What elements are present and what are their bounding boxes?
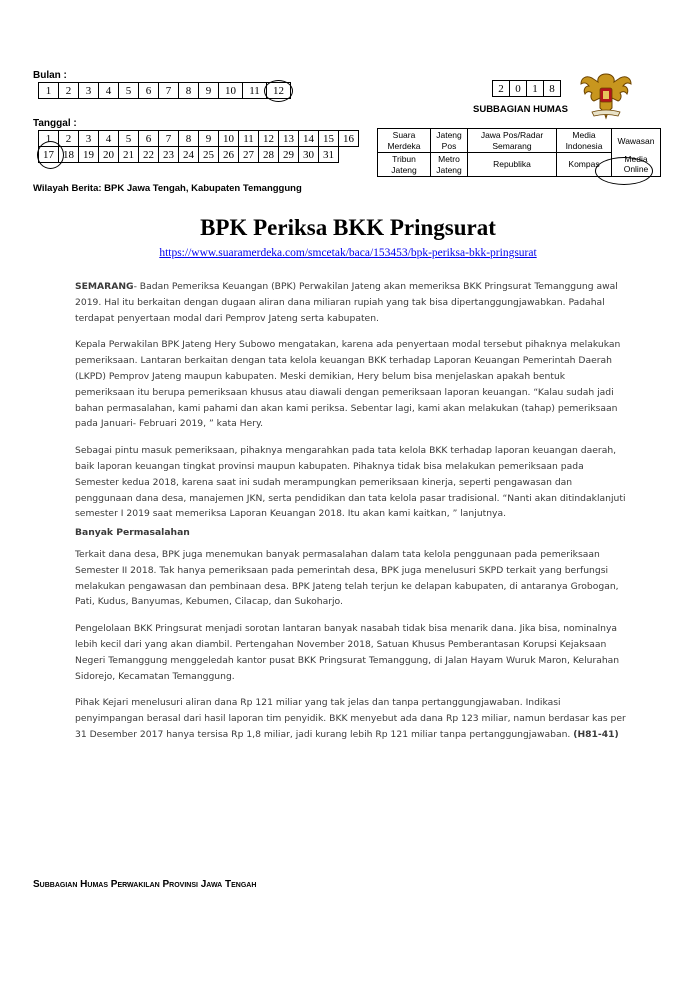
year-cell: 1 <box>527 81 544 97</box>
tanggal-cell: 28 <box>259 147 279 163</box>
tanggal-cell: 3 <box>79 131 99 147</box>
tanggal-cell: 17 <box>39 147 59 163</box>
bulan-cell: 1 <box>39 83 59 99</box>
article-title: BPK Periksa BKK Pringsurat <box>200 215 496 240</box>
tanggal-cell: 19 <box>79 147 99 163</box>
tanggal-cell: 23 <box>159 147 179 163</box>
tanggal-cell: 15 <box>319 131 339 147</box>
media-cell: Suara Merdeka <box>378 129 431 153</box>
bulan-label: Bulan : <box>33 70 67 81</box>
tanggal-cell: 12 <box>259 131 279 147</box>
media-cell: Republika <box>468 153 557 177</box>
article-code: (H81-41) <box>573 728 619 740</box>
tanggal-cell: 14 <box>299 131 319 147</box>
media-cell: Media Indonesia <box>557 129 612 153</box>
tanggal-label: Tanggal : <box>33 118 77 129</box>
tanggal-cell: 18 <box>59 147 79 163</box>
tanggal-cell: 24 <box>179 147 199 163</box>
garuda-emblem-icon <box>578 68 634 120</box>
tanggal-cell: 31 <box>319 147 339 163</box>
tanggal-row-2 <box>39 147 359 163</box>
paragraph-6-text: Pihak Kejari menelusuri aliran dana Rp 121 miliar yang tak jelas dan tanpa pertanggungjawaban. Indikasi penyimpangan berasal dari hasil laporan tim penyidik. BKK menyebut ada dana Rp 123 miliar, namun berdasar kas per 31 Desember 2017 hanya tersisa Rp 1,8 miliar, jadi kurang lebih Rp 121 miliar tanpa pertanggungjawaban. <box>75 697 626 740</box>
tanggal-cell: 9 <box>199 131 219 147</box>
bulan-cell: 3 <box>79 83 99 99</box>
year-cell: 2 <box>493 81 510 97</box>
media-cell: Jawa Pos/Radar Semarang <box>468 129 557 153</box>
year-row <box>493 81 561 97</box>
article-body <box>75 279 627 754</box>
tanggal-cell: 1 <box>39 131 59 147</box>
media-cell-wawasan: Wawasan <box>617 135 655 146</box>
bulan-grid <box>38 82 291 99</box>
paragraph-3: Sebagai pintu masuk pemeriksaan, pihaknya mengarahkan pada tata kelola BKK terhadap laporan keuangan daerah, baik laporan keuangan tingkat provinsi maupun kabupaten. Pihaknya tidak bisa melakukan pemeriksaan pada Semester kedua 2018, karena saat ini sudah merampungkan pemeriksaan kinerja, seperti pengawasan dan penggunaan dana desa, manajemen JKN, serta pendidikan dan tata kelola pasar tradisional. “Nanti akan ditindaklanjuti semester I 2019 saat memeriksa Laporan Keuangan 2018. Itu akan kami kaitkan, ” lanjutnya. <box>75 445 626 520</box>
media-cell: Jateng Pos <box>431 129 468 153</box>
paragraph-5: Pengelolaan BKK Pringsurat menjadi sorotan lantaran banyak nasabah tidak bisa menarik dana. Jika bisa, nominalnya lebih kecil dari yang akan diambil. Pertengahan November 2018, Satuan Khusus Pemberantasan Korupsi Kejaksaan Negeri Temanggung menggeledah kantor pusat BKK Pringsurat Temanggung, di Jalan Hayam Wuruk Maron, Kelurahan Sidorejo, Kecamatan Temanggung. <box>75 623 620 682</box>
tanggal-cell: 11 <box>239 131 259 147</box>
media-cell: Kompas <box>557 153 612 177</box>
bulan-row <box>39 83 291 99</box>
bulan-cell: 2 <box>59 83 79 99</box>
footer-text: Subbagian Humas Perwakilan Provinsi Jawa Tengah <box>33 879 257 890</box>
bulan-cell: 11 <box>243 83 267 99</box>
tanggal-cell: 26 <box>219 147 239 163</box>
tanggal-cell: 10 <box>219 131 239 147</box>
tanggal-cell: 25 <box>199 147 219 163</box>
selected-date-circle <box>37 141 64 169</box>
bulan-cell: 6 <box>139 83 159 99</box>
tanggal-cell: 8 <box>179 131 199 147</box>
paragraph-2: Kepala Perwakilan BPK Jateng Hery Subowo mengatakan, karena ada penyertaan modal tersebut pihaknya melakukan pemeriksaan. Lantaran berkaitan dengan tata kelola keuangan BKK terhadap Laporan Keuangan Pemerintah Daerah (LKPD) Pemprov Jateng maupun kabupaten. Meski demikian, Hery belum bisa menjelaskan apakah bentuk pemeriksaan itu berupa pemeriksaan khusus atau diawali dengan pemeriksaan laporan keuangan. “Kalau sudah jadi bahan permasalahan, kami pahami dan akan kami periksa. Sebentar lagi, kami akan melakukan (tahap) pemeriksaan pada Januari- Februari 2019, ” kata Hery. <box>75 339 621 430</box>
tanggal-cell: 7 <box>159 131 179 147</box>
dateline: SEMARANG <box>75 281 134 292</box>
media-cell-media-online: Media Online <box>623 153 649 174</box>
bulan-cell: 4 <box>99 83 119 99</box>
year-cell: 0 <box>510 81 527 97</box>
paragraph-1-text: - Badan Pemeriksa Keuangan (BPK) Perwakilan Jateng akan memeriksa BKK Pringsurat Temanggung awal 2019. Hal itu berkaitan dengan dugaan aliran dana miliaran rupiah yang tak bisa dipertanggungjawabkan. Padahal terdapat penyertaan modal dari Pemprov Jateng serta kabupaten. <box>75 281 618 324</box>
paragraph-1 <box>75 279 627 326</box>
year-grid <box>492 80 561 97</box>
tanggal-cell: 27 <box>239 147 259 163</box>
tanggal-cell: 21 <box>119 147 139 163</box>
paragraph-6 <box>75 695 627 742</box>
tanggal-grid <box>38 130 359 163</box>
tanggal-cell: 29 <box>279 147 299 163</box>
bulan-cell: 5 <box>119 83 139 99</box>
article-url-link[interactable]: https://www.suaramerdeka.com/smcetak/baca/153453/bpk-periksa-bkk-pringsurat <box>159 247 537 259</box>
bulan-cell: 8 <box>179 83 199 99</box>
bulan-cell: 12 <box>267 83 291 99</box>
bulan-cell: 9 <box>199 83 219 99</box>
year-cell: 8 <box>544 81 561 97</box>
tanggal-cell: 16 <box>339 131 359 147</box>
tanggal-cell: 6 <box>139 131 159 147</box>
media-row-1 <box>378 129 661 153</box>
subbagian-humas-label: SUBBAGIAN HUMAS <box>473 104 568 115</box>
selected-month-circle <box>264 80 293 102</box>
selected-media-circle <box>595 157 653 185</box>
tanggal-cell: 4 <box>99 131 119 147</box>
tanggal-row-1 <box>39 131 359 147</box>
bulan-cell: 7 <box>159 83 179 99</box>
subheading: Banyak Permasalahan <box>75 527 190 539</box>
tanggal-cell: 2 <box>59 131 79 147</box>
media-cell: Tribun Jateng <box>378 153 431 177</box>
wilayah-berita: Wilayah Berita: BPK Jawa Tengah, Kabupaten Temanggung <box>33 183 302 194</box>
tanggal-cell: 13 <box>279 131 299 147</box>
bulan-cell: 10 <box>219 83 243 99</box>
tanggal-cell: 5 <box>119 131 139 147</box>
tanggal-cell: 30 <box>299 147 319 163</box>
paragraph-4: Terkait dana desa, BPK juga menemukan banyak permasalahan dalam tata kelola penggunaan pada pemeriksaan Semester II 2018. Tak hanya pemeriksaan pada pemerintah desa, BPK juga menelusuri SKPD terkait yang berfungsi melakukan pengawasan dan pembinaan desa. BPK Jateng telah terjun ke delapan kabupaten, di antaranya Grobogan, Pati, Kudus, Banyumas, Kebumen, Cilacap, dan Sukoharjo. <box>75 548 619 608</box>
media-cell: Metro Jateng <box>431 153 468 177</box>
tanggal-cell: 20 <box>99 147 119 163</box>
tanggal-cell-empty <box>339 147 359 163</box>
tanggal-cell: 22 <box>139 147 159 163</box>
